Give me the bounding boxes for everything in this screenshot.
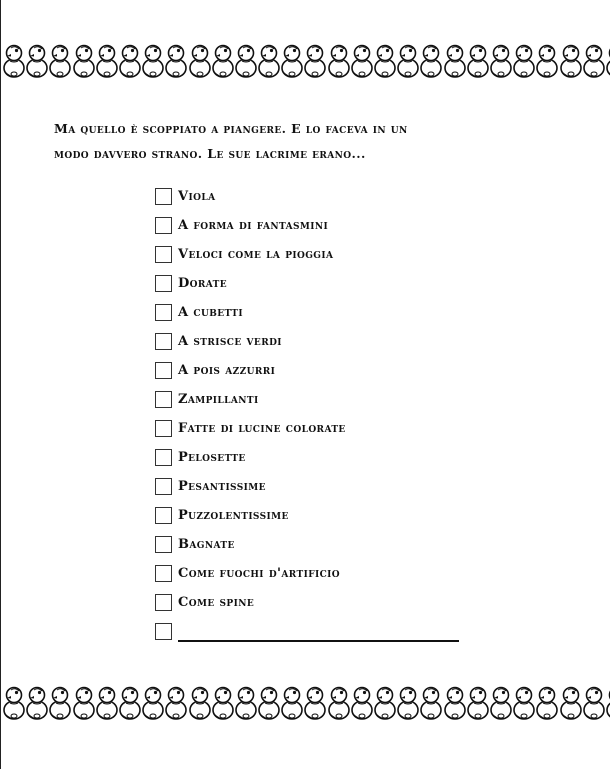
snowman-icon <box>2 682 25 722</box>
intro-text <box>54 116 574 166</box>
snowman-icon <box>559 682 582 722</box>
option-checkbox[interactable] <box>155 507 172 524</box>
option-item <box>155 330 575 359</box>
option-checkbox[interactable] <box>155 565 172 582</box>
option-checkbox[interactable] <box>155 217 172 234</box>
option-checkbox[interactable] <box>155 594 172 611</box>
option-item <box>155 475 575 504</box>
option-label: Viola <box>178 189 216 204</box>
option-item <box>155 243 575 272</box>
write-in-line[interactable] <box>178 640 459 642</box>
snowman-icon <box>141 40 164 80</box>
option-checkbox[interactable] <box>155 246 172 263</box>
snowman-icon <box>605 682 610 722</box>
option-label: Bagnate <box>178 537 235 552</box>
snowman-icon <box>211 682 234 722</box>
option-label: Dorate <box>178 276 228 291</box>
snowman-icon <box>535 682 558 722</box>
snowman-icon <box>303 40 326 80</box>
option-label: A forma di fantasmini <box>178 218 329 233</box>
option-checkbox[interactable] <box>155 304 172 321</box>
snowman-icon <box>582 40 605 80</box>
snowman-icon <box>327 40 350 80</box>
snowman-icon <box>512 682 535 722</box>
option-item <box>155 446 575 475</box>
snowman-icon <box>118 40 141 80</box>
snowman-icon <box>350 682 373 722</box>
option-checkbox[interactable] <box>155 420 172 437</box>
option-item <box>155 301 575 330</box>
snowman-icon <box>396 682 419 722</box>
snowman-icon <box>535 40 558 80</box>
snowman-icon <box>95 40 118 80</box>
snowman-icon <box>118 682 141 722</box>
snowman-border-top <box>2 40 610 80</box>
snowman-icon <box>25 682 48 722</box>
snowman-icon <box>443 682 466 722</box>
option-item <box>155 272 575 301</box>
snowman-icon <box>48 682 71 722</box>
snowman-icon <box>373 682 396 722</box>
option-item <box>155 185 575 214</box>
option-checkbox[interactable] <box>155 391 172 408</box>
options-list <box>155 185 575 649</box>
page-edge-line <box>0 0 1 769</box>
option-label: Come fuochi d'artificio <box>178 566 341 581</box>
snowman-icon <box>419 682 442 722</box>
snowman-icon <box>257 40 280 80</box>
option-checkbox[interactable] <box>155 275 172 292</box>
snowman-icon <box>373 40 396 80</box>
option-label: Come spine <box>178 595 255 610</box>
snowman-icon <box>605 40 610 80</box>
snowman-icon <box>2 40 25 80</box>
snowman-icon <box>48 40 71 80</box>
option-item <box>155 562 575 591</box>
snowman-icon <box>95 682 118 722</box>
option-checkbox[interactable] <box>155 188 172 205</box>
snowman-icon <box>327 682 350 722</box>
snowman-icon <box>582 682 605 722</box>
snowman-icon <box>280 40 303 80</box>
snowman-icon <box>164 682 187 722</box>
option-item <box>155 533 575 562</box>
snowman-icon <box>211 40 234 80</box>
snowman-icon <box>466 40 489 80</box>
option-checkbox[interactable] <box>155 478 172 495</box>
snowman-icon <box>466 682 489 722</box>
option-checkbox[interactable] <box>155 623 172 640</box>
snowman-icon <box>489 682 512 722</box>
snowman-icon <box>559 40 582 80</box>
option-label: Puzzolentissime <box>178 508 289 523</box>
intro-line-2: modo davvero strano. Le sue lacrime erano... <box>54 146 366 161</box>
snowman-icon <box>396 40 419 80</box>
option-label: Fatte di lucine colorate <box>178 421 346 436</box>
snowman-icon <box>512 40 535 80</box>
option-label: A cubetti <box>178 305 243 320</box>
option-label: A pois azzurri <box>178 363 276 378</box>
option-checkbox[interactable] <box>155 333 172 350</box>
snowman-icon <box>350 40 373 80</box>
option-checkbox[interactable] <box>155 536 172 553</box>
snowman-icon <box>188 682 211 722</box>
option-item <box>155 359 575 388</box>
snowman-icon <box>164 40 187 80</box>
snowman-icon <box>72 40 95 80</box>
snowman-icon <box>257 682 280 722</box>
snowman-icon <box>443 40 466 80</box>
option-item <box>155 591 575 620</box>
snowman-icon <box>280 682 303 722</box>
snowman-icon <box>72 682 95 722</box>
snowman-icon <box>234 40 257 80</box>
option-label: Pesantissime <box>178 479 266 494</box>
option-label: A strisce verdi <box>178 334 282 349</box>
snowman-icon <box>25 40 48 80</box>
option-checkbox[interactable] <box>155 449 172 466</box>
option-item <box>155 214 575 243</box>
option-label: Veloci come la pioggia <box>178 247 334 262</box>
snowman-icon <box>234 682 257 722</box>
option-label: Zampillanti <box>178 392 259 407</box>
intro-line-1: Ma quello è scoppiato a piangere. E lo faceva in un <box>54 121 408 136</box>
snowman-icon <box>141 682 164 722</box>
option-item <box>155 388 575 417</box>
option-item <box>155 417 575 446</box>
option-item <box>155 504 575 533</box>
snowman-icon <box>419 40 442 80</box>
option-label: Pelosette <box>178 450 246 465</box>
snowman-icon <box>303 682 326 722</box>
option-write-in <box>155 620 575 649</box>
option-checkbox[interactable] <box>155 362 172 379</box>
snowman-icon <box>188 40 211 80</box>
snowman-border-bottom <box>2 682 610 722</box>
snowman-icon <box>489 40 512 80</box>
